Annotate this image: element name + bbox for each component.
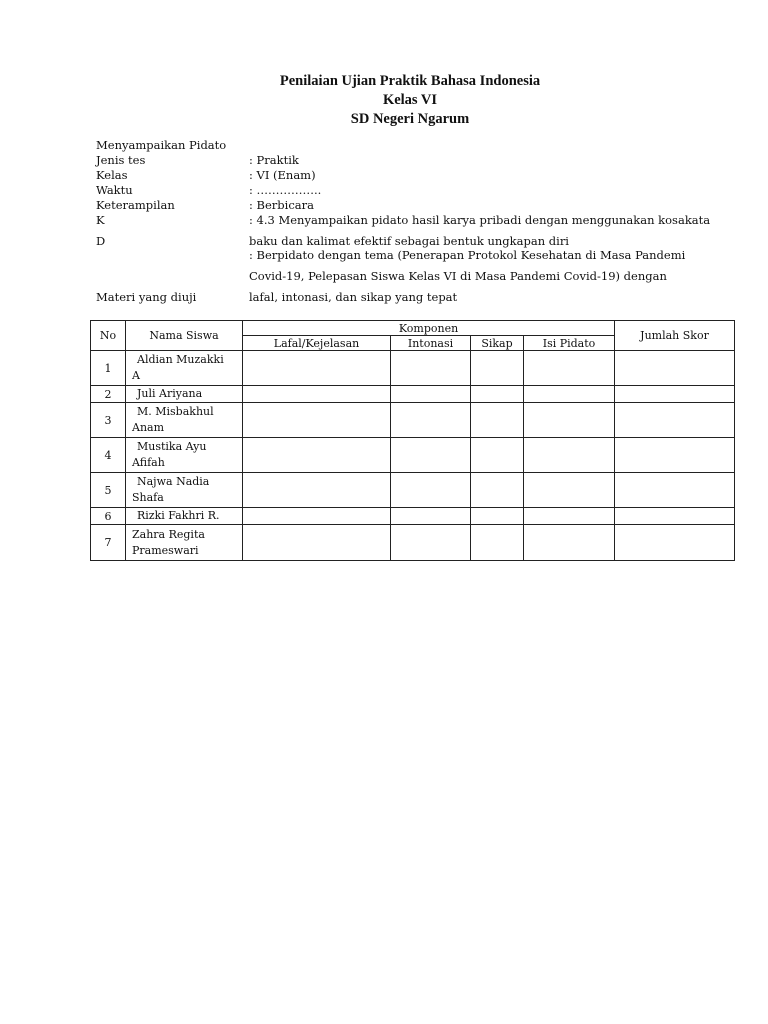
jumlah-score-cell[interactable] (615, 403, 735, 438)
student-name (126, 473, 243, 508)
jumlah-score-cell[interactable] (615, 525, 735, 561)
isi-score-cell[interactable] (524, 525, 615, 561)
student-name-line-1: Najwa Nadia (137, 475, 210, 488)
lafal-score-cell[interactable] (243, 403, 391, 438)
header-jumlah-skor: Jumlah Skor (615, 321, 735, 351)
intonasi-score-cell[interactable] (391, 403, 471, 438)
lafal-score-cell[interactable] (243, 438, 391, 473)
table-row (91, 438, 735, 473)
table-row (91, 351, 735, 386)
student-name-line-1: Rizki Fakhri R. (137, 509, 220, 522)
table-row (91, 386, 735, 403)
materi-value: lafal, intonasi, dan sikap yang tepat (249, 290, 458, 304)
header-komponen: Komponen (243, 321, 615, 336)
header-nama-siswa: Nama Siswa (126, 321, 243, 351)
tema-line-1: : Berpidato dengan tema (Penerapan Protokol Kesehatan di Masa Pandemi (249, 248, 686, 262)
sikap-score-cell[interactable] (471, 473, 524, 508)
title-line-1: Penilaian Ujian Praktik Bahasa Indonesia (279, 73, 541, 89)
isi-score-cell[interactable] (524, 473, 615, 508)
student-name (126, 351, 243, 386)
lafal-score-cell[interactable] (243, 386, 391, 403)
table-row (91, 403, 735, 438)
intonasi-score-cell[interactable] (391, 438, 471, 473)
title-line-3: SD Negeri Ngarum (350, 111, 470, 127)
row-number: 6 (91, 508, 126, 525)
jenis-tes-label: Jenis tes (96, 153, 146, 167)
isi-score-cell[interactable] (524, 438, 615, 473)
lafal-score-cell[interactable] (243, 508, 391, 525)
isi-score-cell[interactable] (524, 403, 615, 438)
row-number: 3 (91, 403, 126, 438)
row-number: 4 (91, 438, 126, 473)
lafal-score-cell[interactable] (243, 525, 391, 561)
student-name-line-2: Prameswari (132, 543, 199, 557)
student-name-line-2: Afifah (132, 456, 165, 469)
jumlah-score-cell[interactable] (615, 508, 735, 525)
lafal-score-cell[interactable] (243, 351, 391, 386)
row-number: 7 (91, 525, 126, 561)
student-name-line-1: Mustika Ayu (137, 440, 207, 453)
waktu-label: Waktu (96, 183, 133, 197)
header-lafal: Lafal/Kejelasan (243, 336, 391, 351)
waktu-value: : …………….. (249, 183, 322, 197)
student-name-line-1: Juli Ariyana (137, 387, 203, 400)
table-row (91, 525, 735, 561)
document-title (0, 72, 768, 129)
student-name-line-1: M. Misbakhul (137, 405, 214, 418)
intonasi-score-cell[interactable] (391, 386, 471, 403)
student-name (126, 403, 243, 438)
sikap-score-cell[interactable] (471, 525, 524, 561)
sikap-score-cell[interactable] (471, 403, 524, 438)
title-line-2: Kelas VI (382, 92, 438, 108)
sikap-score-cell[interactable] (471, 508, 524, 525)
intonasi-score-cell[interactable] (391, 525, 471, 561)
intonasi-score-cell[interactable] (391, 351, 471, 386)
jumlah-score-cell[interactable] (615, 386, 735, 403)
isi-score-cell[interactable] (524, 351, 615, 386)
table-row (91, 473, 735, 508)
sikap-score-cell[interactable] (471, 351, 524, 386)
student-name-line-1: Aldian Muzakki (137, 353, 224, 366)
sikap-score-cell[interactable] (471, 386, 524, 403)
lafal-score-cell[interactable] (243, 473, 391, 508)
header-no: No (91, 321, 126, 351)
header-sikap: Sikap (471, 336, 524, 351)
student-name-line-2: A (132, 369, 140, 382)
student-name (126, 525, 243, 561)
info-heading: Menyampaikan Pidato (96, 138, 227, 152)
student-name-line-2: Anam (132, 421, 165, 434)
materi-label: Materi yang diuji (96, 290, 197, 304)
row-number: 2 (91, 386, 126, 403)
student-name-line-1: Zahra Regita (132, 527, 205, 541)
k-value: : 4.3 Menyampaikan pidato hasil karya pribadi dengan menggunakan kosakata (249, 213, 711, 227)
kelas-label: Kelas (96, 168, 128, 182)
kelas-value: : VI (Enam) (249, 168, 316, 182)
jumlah-score-cell[interactable] (615, 351, 735, 386)
jenis-tes-value: : Praktik (249, 153, 299, 167)
isi-score-cell[interactable] (524, 386, 615, 403)
student-name (126, 508, 243, 525)
jumlah-score-cell[interactable] (615, 473, 735, 508)
tema-line-2: Covid-19, Pelepasan Siswa Kelas VI di Masa Pandemi Covid-19) dengan (249, 269, 667, 283)
row-number: 5 (91, 473, 126, 508)
jumlah-score-cell[interactable] (615, 438, 735, 473)
sikap-score-cell[interactable] (471, 438, 524, 473)
student-name (126, 386, 243, 403)
header-intonasi: Intonasi (391, 336, 471, 351)
student-name-line-2: Shafa (132, 491, 164, 504)
intonasi-score-cell[interactable] (391, 473, 471, 508)
table-row (91, 508, 735, 525)
header-row-1 (91, 321, 735, 336)
d-value: baku dan kalimat efektif sebagai bentuk ungkapan diri (249, 234, 569, 248)
score-table (90, 320, 735, 561)
d-label: D (96, 234, 106, 248)
header-isi-pidato: Isi Pidato (524, 336, 615, 351)
k-label: K (96, 213, 105, 227)
student-name (126, 438, 243, 473)
row-number: 1 (91, 351, 126, 386)
keterampilan-value: : Berbicara (249, 198, 314, 212)
intonasi-score-cell[interactable] (391, 508, 471, 525)
keterampilan-label: Keterampilan (96, 198, 175, 212)
isi-score-cell[interactable] (524, 508, 615, 525)
